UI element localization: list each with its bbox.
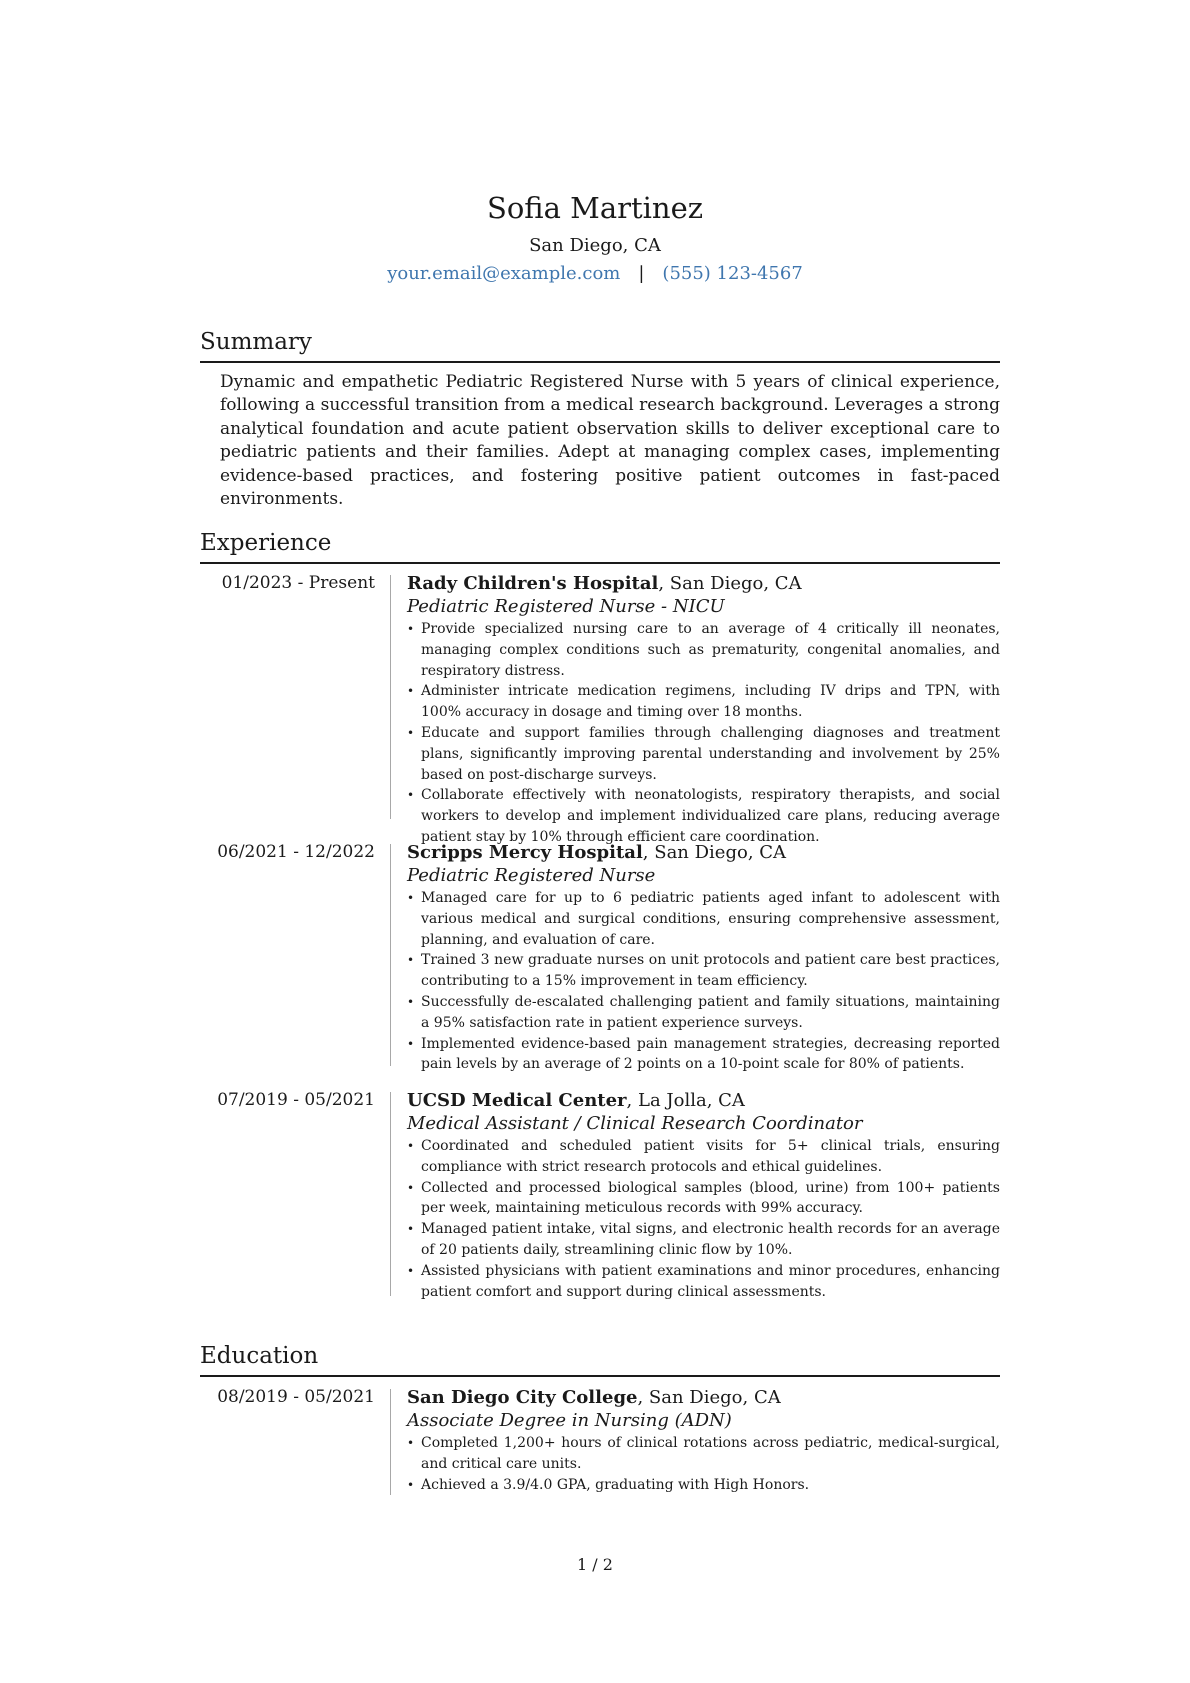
entry-bullets bbox=[407, 888, 1000, 1075]
bullet-item: • Trained 3 new graduate nurses on unit protocols and patient care best practices, contributing to a 15% improvement in team efficiency. bbox=[407, 950, 1000, 992]
candidate-name: Sofia Martinez bbox=[486, 191, 704, 225]
entry-date: 01/2023 - Present bbox=[221, 573, 375, 593]
entry-location: , San Diego, CA bbox=[642, 842, 787, 863]
entry-role: Pediatric Registered Nurse - NICU bbox=[407, 596, 725, 617]
entry-heading bbox=[407, 841, 1000, 864]
entry-organization: Rady Children's Hospital bbox=[407, 573, 659, 594]
entry-date: 08/2019 - 05/2021 bbox=[217, 1387, 375, 1407]
entry-role: Associate Degree in Nursing (ADN) bbox=[407, 1410, 732, 1431]
bullet-item: • Assisted physicians with patient examinations and minor procedures, enhancing patient comfort and support during clinical assessments. bbox=[407, 1261, 1000, 1303]
entry-body bbox=[407, 1386, 1000, 1495]
entry-bullets bbox=[407, 619, 1000, 848]
entry-location: , San Diego, CA bbox=[637, 1387, 781, 1408]
phone-link[interactable]: (555) 123-4567 bbox=[662, 263, 803, 284]
summary-heading: Summary bbox=[200, 327, 1000, 363]
email-link[interactable]: your.email@example.com bbox=[387, 263, 621, 284]
entry-heading bbox=[407, 572, 1000, 595]
entry-location: , La Jolla, CA bbox=[626, 1090, 745, 1111]
entry-location: , San Diego, CA bbox=[658, 573, 802, 594]
entry-heading bbox=[407, 1386, 1000, 1409]
bullet-item: • Achieved a 3.9/4.0 GPA, graduating with High Honors. bbox=[407, 1475, 1000, 1496]
contact-line bbox=[0, 262, 1190, 286]
entry-organization: San Diego City College bbox=[407, 1387, 638, 1408]
candidate-location: San Diego, CA bbox=[529, 235, 661, 256]
entry-heading bbox=[407, 1089, 1000, 1112]
entry-divider bbox=[390, 1092, 391, 1296]
bullet-item: • Educate and support families through challenging diagnoses and treatment plans, significantly improving parental understanding and involvement by 25% based on post-discharge surveys. bbox=[407, 723, 1000, 785]
bullet-item: • Administer intricate medication regimens, including IV drips and TPN, with 100% accuracy in dosage and timing over 18 months. bbox=[407, 681, 1000, 723]
entry-organization: Scripps Mercy Hospital bbox=[407, 842, 643, 863]
entry-bullets bbox=[407, 1136, 1000, 1302]
entry-body bbox=[407, 841, 1000, 1075]
bullet-item: • Provide specialized nursing care to an average of 4 critically ill neonates, managing complex conditions such as prematurity, congenital anomalies, and respiratory distress. bbox=[407, 619, 1000, 681]
bullet-item: • Managed care for up to 6 pediatric patients aged infant to adolescent with various medical and surgical conditions, ensuring comprehensive assessment, planning, and evaluation of care. bbox=[407, 888, 1000, 950]
entry-divider bbox=[390, 1389, 391, 1495]
entry-body bbox=[407, 1089, 1000, 1302]
bullet-item: • Managed patient intake, vital signs, and electronic health records for an average of 20 patients daily, streamlining clinic flow by 10%. bbox=[407, 1219, 1000, 1261]
bullet-item: • Collected and processed biological samples (blood, urine) from 100+ patients per week, maintaining meticulous records with 99% accuracy. bbox=[407, 1178, 1000, 1220]
entry-organization: UCSD Medical Center bbox=[407, 1090, 627, 1111]
entry-divider bbox=[390, 844, 391, 1066]
entry-role: Pediatric Registered Nurse bbox=[407, 865, 656, 886]
bullet-item: • Implemented evidence-based pain management strategies, decreasing reported pain levels by an average of 2 points on a 10-point scale for 80% of patients. bbox=[407, 1034, 1000, 1076]
contact-separator: | bbox=[638, 263, 645, 284]
entry-bullets bbox=[407, 1433, 1000, 1495]
entry-role: Medical Assistant / Clinical Research Coordinator bbox=[407, 1113, 863, 1134]
entry-date: 07/2019 - 05/2021 bbox=[217, 1090, 375, 1110]
education-heading: Education bbox=[200, 1341, 1000, 1377]
entry-date: 06/2021 - 12/2022 bbox=[217, 842, 375, 862]
entry-body bbox=[407, 572, 1000, 848]
bullet-item: • Coordinated and scheduled patient visits for 5+ clinical trials, ensuring compliance with strict research protocols and ethical guidelines. bbox=[407, 1136, 1000, 1178]
page-number: 1 / 2 bbox=[577, 1555, 613, 1574]
experience-heading: Experience bbox=[200, 528, 1000, 564]
summary-text: Dynamic and empathetic Pediatric Registered Nurse with 5 years of clinical experience, following a successful transition from a medical research background. Leverages a strong analytical foundation and acute patient observation skills to deliver exceptional care to pediatric patients and their families. Adept at managing complex cases, implementing evidence-based practices, and fostering positive patient outcomes in fast-paced environments. bbox=[220, 372, 1000, 510]
bullet-item: • Collaborate effectively with neonatologists, respiratory therapists, and social workers to develop and implement individualized care plans, reducing average patient stay by 10% through efficient care coordination. bbox=[407, 785, 1000, 847]
entry-divider bbox=[390, 575, 391, 819]
bullet-item: • Completed 1,200+ hours of clinical rotations across pediatric, medical-surgical, and critical care units. bbox=[407, 1433, 1000, 1475]
bullet-item: • Successfully de-escalated challenging patient and family situations, maintaining a 95% satisfaction rate in patient experience surveys. bbox=[407, 992, 1000, 1034]
